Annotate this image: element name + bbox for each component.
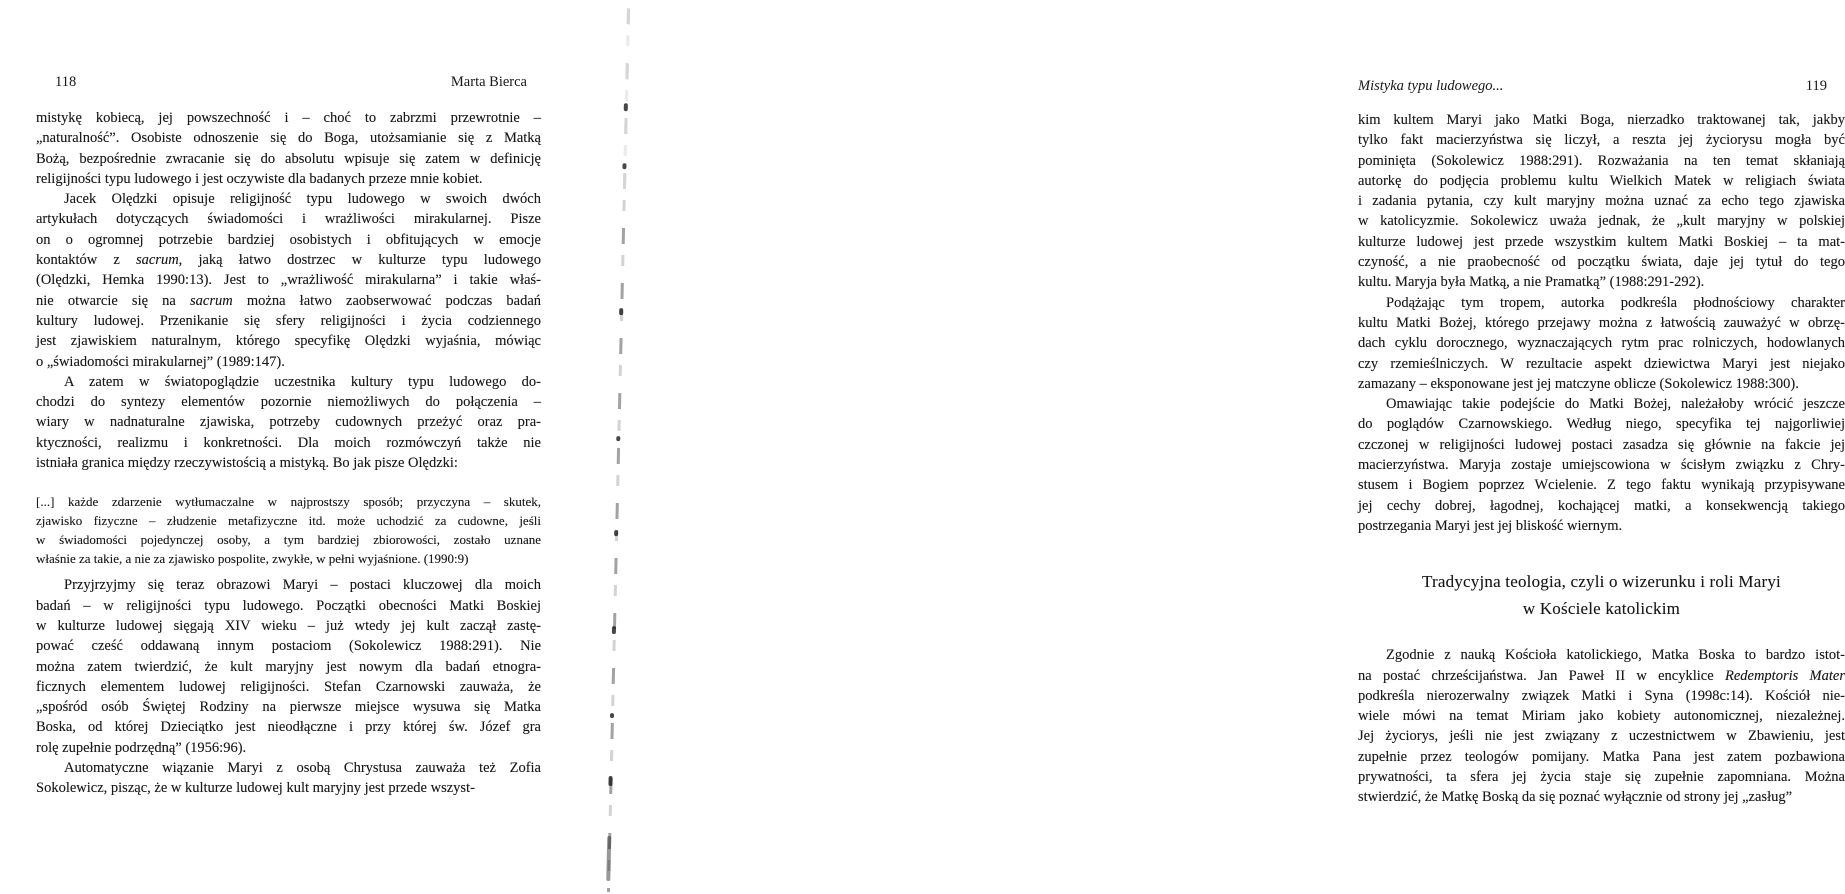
text-line: właśnie za takie, a nie za zjawisko pospolite, zwykłe, w pełni wyjaśnione. (1990:9) [36,551,469,567]
text-line: Omawiając takie podejście do Matki Bożej, należałoby wrócić jeszcze [1386,396,1845,413]
text-line: stusem i Bogiem poprzez Wcielenie. Z tego faktu wynikają przypisywane [1358,477,1845,494]
text-line: do poglądów Czarnowskiego. Według niego, specyfika tej najgorliwiej [1358,416,1845,433]
text-line: postrzegania Maryi jest jej bliskość wiernym. [1358,517,1623,534]
text-line: pominięta (Sokolewicz 1988:291). Rozważania na ten temat skłaniają [1358,152,1845,169]
right-running-header-title: Mistyka typu ludowego... [1358,78,1504,94]
fold-mark [624,103,628,111]
paragraph [36,108,541,189]
text-line: można zatem twierdzić, że kult maryjny jest nowym dla badań etnogra- [36,658,541,675]
text-line: chodzi do syntezy elementów pozornie niemożliwych do połączenia – [36,394,541,411]
text-line: w świadomości pojedynczej osoby, a tym bardziej zbiorowości, zostało uznane [36,532,541,548]
text-line: zjawisko fizyczne – złudzenie metafizyczne itd. może uchodzić za cudowne, jeśli [36,513,541,529]
text-line: religijności typu ludowego i jest oczywiste dla badanych przeze mnie kobiet. [36,170,483,187]
text-line: Przyjrzyjmy się teraz obrazowi Maryi – postaci kluczowej dla moich [64,577,541,594]
text-line: Bożą, bezpośrednie zwracanie się do absolutu wpisuje się zatem w definicję [36,150,541,167]
text-line: czyność, a nie praobecność od początku świata, daje jej tytuł do tego [1358,254,1845,271]
text-line: nie otwarcie się na sacrum można łatwo zaobserwować podczas badań [36,292,542,309]
text-line: na postać chrześcijaństwa. Jan Paweł II w encyklice Redemptoris Mater [1358,667,1845,684]
left-running-header [36,74,541,91]
text-line: badań – w religijności typu ludowego. Początki obecności Matki Boskiej [36,597,541,614]
text-line: Jacek Olędzki opisuje religijność typu ludowego w swoich dwóch [64,191,541,208]
text-line: Automatyczne wiązanie Maryi z osobą Chrystusa zauważa też Zofia [64,760,541,777]
right-page-number: 119 [1805,78,1827,94]
text-line: „spośród osób Świętej Rodziny na pierwsze miejsce wysuwa się Matka [36,699,541,716]
paragraph [1358,645,1845,807]
text-line: Boska, od której Dzieciątko jest nieodłączne i przy której św. Józef gra [36,719,541,736]
text-line: rolę zupełnie podrzędną” (1956:96). [36,739,247,756]
text-line: mistykę kobiecą, jej powszechność i – choć to zabrzmi przewrotnie – [36,110,541,126]
text-line: i zadania pytania, czy kult maryjny można uznać za echo tego zjawiska [1358,193,1845,210]
paragraph [1358,293,1845,394]
text-line: on o ogromnej potrzebie bardziej osobistych i obfitujących w emocje [36,231,541,248]
paragraph [36,189,541,372]
text-line: macierzyństwa. Maryja zostaje umiejscowiona w ścisłym związku z Chry- [1358,457,1845,474]
fold-mark [610,713,614,718]
text-line: podkreśla nierozerwalny związek Matki i Syna (1998c:14). Kościół nie- [1358,687,1845,704]
text-line: „naturalność”. Osobiste odnoszenie się do Boga, utożsamianie się z Matką [36,130,541,147]
text-line: czy rzemieślniczych. W rezultacie aspekt dziewictwa Maryi jest niejako [1358,355,1845,372]
paragraph [36,575,541,758]
text-line: ktyczności, realizmu i konkretności. Dla moich rozmówczyń także nie [36,434,541,451]
text-line: w katolicyzmie. Sokolewicz uważa jednak, że „kult maryjny w polskiej [1358,213,1845,230]
right-page-text-block [1358,110,1845,808]
text-line: pować cześć oddawaną innym postaciom (Sokolewicz 1988:291). Nie [36,638,541,655]
left-page [0,0,620,894]
fold-mark [622,163,626,169]
text-line: w kulturze ludowej sięgają XIV wieku – już wtedy jej kult zaczął zastę- [36,617,541,634]
right-running-header [1358,78,1845,95]
text-line: (Olędzki, Hemka 1990:13). Jest to „wrażliwość mirakularna” i takie właś- [36,272,541,289]
text-line: kultu. Maryja była Matką, a nie Pramatką” (1988:291-292). [1358,274,1705,291]
left-running-header-author: Marta Bierca [450,74,527,90]
paragraph [36,372,541,473]
fold-mark [612,626,616,634]
text-line: Tradycyjna teologia, czyli o wizerunku i roli Maryi [1422,572,1781,592]
block-quote [36,492,541,568]
left-page-number: 118 [55,74,77,90]
paragraph [36,758,541,799]
text-line: artykułach dotyczących świadomości i wrażliwości mirakularnej. Pisze [36,211,541,228]
text-line: Sokolewicz, pisząc, że w kulturze ludowej kult maryjny jest przede wszyst- [36,780,475,797]
text-line: kultury ludowej. Przenikanie się sfery religijności i życia codziennego [36,312,541,329]
text-line: jej cechy dobrej, łagodnej, kochającej matki, a konsekwencją takiego [1358,497,1845,514]
text-line: w Kościele katolickim [1522,599,1681,619]
text-line: Podążając tym tropem, autorka podkreśla płodnościowy charakter [1386,294,1845,311]
text-line: dach cyklu dorocznego, wyznaczających rytm prac rolniczych, hodowlanych [1358,335,1845,352]
fold-mark [619,308,623,315]
text-line: kim kultem Maryi jako Matki Boga, nierzadko traktowanej tak, jakby [1358,112,1845,128]
text-line: Zgodnie z nauką Kościoła katolickiego, Matka Boska to bardzo istot- [1386,647,1845,664]
text-line: zamazany – eksponowane jest jej matczyne oblicze (Sokolewicz 1988:300). [1358,375,1799,392]
text-line: Jej życiorys, jeśli nie jest związany z uczestnictwem w Zbawieniu, jest [1358,728,1845,745]
text-line: jest zjawiskiem naturalnym, którego specyfikę Olędzki wyjaśnia, mówiąc [36,333,541,350]
text-line: [...] każde zdarzenie wytłumaczalne w najprostszy sposób; przyczyna – skutek, [36,494,541,510]
right-page [660,0,1845,894]
text-line: tylko fakt macierzyństwa się liczył, a reszta jej życiorysu mogła być [1358,132,1845,149]
text-line: autorkę do podjęcia problemu kultu Wielkich Matek w religiach świata [1358,172,1845,189]
left-page-text-block [36,108,541,799]
fold-mark [614,530,618,536]
text-line: prywatności, ta sfera jej życia staje się zupełnie zapomniana. Można [1358,769,1845,786]
text-line: czczonej w religijności ludowej postaci zasadza się głównie na fakcie jej [1358,436,1845,453]
text-line: kultu Matki Bożej, którego przejawy można z łatwością zauważyć w obrzę- [1358,314,1845,331]
text-line: istniała granica między rzeczywistością a mistyką. Bo jak pisze Olędzki: [36,455,458,472]
text-line: wiele mówi na temat Miriam jako kobiety autonomicznej, niezależnej. [1358,708,1845,725]
paragraph [1358,394,1845,536]
text-line: o „świadomości mirakularnej” (1989:147). [36,353,285,370]
text-line: wiary w nadnaturalne zjawiska, potrzeby cudownych przeżyć oraz pra- [36,414,541,431]
paragraph [1358,110,1845,293]
text-line: ficznych elementem ludowej religijności. Stefan Czarnowski zauważa, że [36,678,541,695]
text-line: zupełnie przez teologów pomijany. Matka Pana jest zatem pozbawiona [1358,748,1845,765]
text-line: kontaktów z sacrum, jaką łatwo dostrzec w kulturze typu ludowego [36,252,541,269]
section-heading [1358,568,1845,622]
text-line: kulturze ludowej jest przede wszystkim kultem Matki Boskiej – ta mat- [1358,233,1845,250]
text-line: A zatem w światopoglądzie uczestnika kultury typu ludowego do- [64,373,541,390]
fold-mark [616,436,620,441]
fold-mark [608,776,612,786]
text-line: stwierdzić, że Matkę Boską da się poznać wyłącznie od strony jej „zasług” [1358,789,1793,806]
